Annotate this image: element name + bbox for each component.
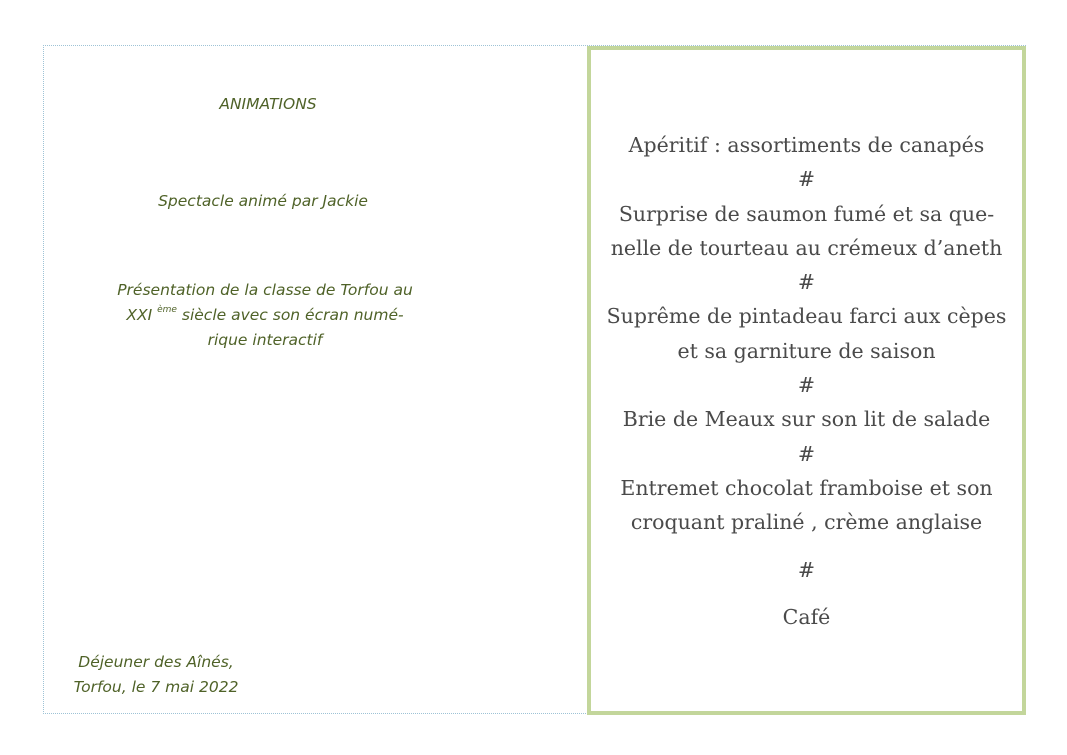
menu-plat-line-1: Suprême de pintadeau farci aux cèpes bbox=[606, 304, 1007, 329]
menu-separator: # bbox=[797, 373, 816, 398]
menu-separator: # bbox=[797, 441, 816, 466]
menu-entree-line-1: Surprise de saumon fumé et sa que- bbox=[618, 201, 995, 226]
menu-entree-line-2: nelle de tourteau au crémeux d’aneth bbox=[610, 235, 1003, 260]
show-item: Spectacle animé par Jackie bbox=[158, 192, 368, 210]
menu-separator: # bbox=[797, 557, 816, 582]
menu-plat-line-2: et sa garniture de saison bbox=[677, 338, 936, 363]
footer-line-1: Déjeuner des Aînés, bbox=[78, 653, 234, 671]
menu-fromage: Brie de Meaux sur son lit de salade bbox=[622, 407, 991, 432]
presentation-line-1: Présentation de la classe de Torfou au bbox=[117, 281, 413, 299]
presentation-line-2-suffix: siècle avec son écran numé- bbox=[176, 306, 404, 324]
menu-cafe: Café bbox=[782, 604, 831, 629]
presentation-item bbox=[96, 278, 434, 353]
menu-panel bbox=[587, 46, 1026, 715]
animations-title: ANIMATIONS bbox=[219, 95, 317, 113]
menu-separator: # bbox=[797, 167, 816, 192]
footer-line-2: Torfou, le 7 mai 2022 bbox=[73, 678, 239, 696]
presentation-line-2-prefix: XXI bbox=[126, 306, 153, 324]
presentation-line-3: rique interactif bbox=[207, 331, 323, 349]
menu-dessert-line-2: croquant praliné , crème anglaise bbox=[630, 510, 983, 535]
event-footer bbox=[58, 650, 254, 700]
menu-aperitif: Apéritif : assortiments de canapés bbox=[628, 133, 985, 157]
presentation-line-2-sup: ème bbox=[157, 305, 177, 315]
animations-panel bbox=[44, 46, 587, 713]
menu-dessert-line-1: Entremet chocolat framboise et son bbox=[620, 475, 993, 500]
menu-list bbox=[591, 128, 1022, 634]
menu-separator: # bbox=[797, 270, 816, 295]
